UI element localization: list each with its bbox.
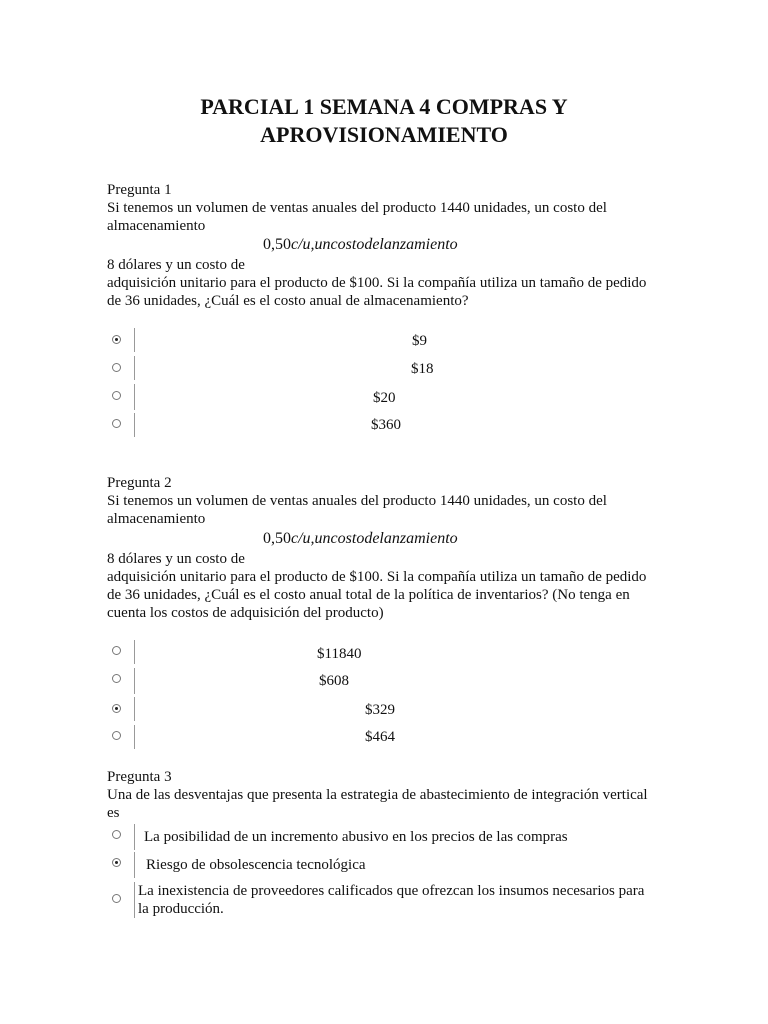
radio-button-selected[interactable]: [112, 704, 121, 713]
option-label: Riesgo de obsolescencia tecnológica: [146, 857, 366, 873]
question-text-line: 8 dólares y un costo de: [107, 551, 245, 567]
option-label: $329: [365, 702, 395, 718]
title-line-2: APROVISIONAMIENTO: [260, 122, 508, 147]
question-text-line: adquisición unitario para el producto de $100. Si la compañía utiliza un tamaño de pedido: [107, 275, 647, 291]
question-text-line: 8 dólares y un costo de: [107, 257, 245, 273]
option-divider: [134, 725, 135, 749]
radio-button[interactable]: [112, 894, 121, 903]
option-label: $464: [365, 729, 395, 745]
option-label: $11840: [317, 646, 362, 662]
question-text-line: almacenamiento: [107, 218, 206, 234]
option-label: $608: [319, 673, 349, 689]
question-label: Pregunta 3: [107, 769, 172, 785]
formula-expression: c/u,uncostodelanzamiento: [291, 530, 458, 547]
radio-button-selected[interactable]: [112, 335, 121, 344]
radio-button[interactable]: [112, 646, 121, 655]
radio-button[interactable]: [112, 731, 121, 740]
formula-number: 0,50: [263, 236, 291, 253]
title-line-1: PARCIAL 1 SEMANA 4 COMPRAS Y: [200, 94, 568, 119]
option-divider: [134, 640, 135, 664]
formula-expression: c/u,uncostodelanzamiento: [291, 236, 458, 253]
radio-button[interactable]: [112, 830, 121, 839]
option-divider: [134, 356, 135, 380]
option-label: La inexistencia de proveedores calificados que ofrezcan los insumos necesarios para: [138, 883, 645, 899]
option-divider: [134, 668, 135, 694]
question-label: Pregunta 1: [107, 182, 172, 198]
formula-number: 0,50: [263, 530, 291, 547]
radio-button[interactable]: [112, 363, 121, 372]
radio-button[interactable]: [112, 391, 121, 400]
question-text-line: de 36 unidades, ¿Cuál es el costo anual total de la política de inventarios? (No tenga en: [107, 587, 630, 603]
question-text-line: es: [107, 805, 120, 821]
question-text-line: Una de las desventajas que presenta la estrategia de abastecimiento de integración vertical: [107, 787, 648, 803]
question-text-line: Si tenemos un volumen de ventas anuales del producto 1440 unidades, un costo del: [107, 200, 607, 216]
option-divider: [134, 824, 135, 850]
question-text-line: Si tenemos un volumen de ventas anuales del producto 1440 unidades, un costo del: [107, 493, 607, 509]
question-text-line: cuenta los costos de adquisición del producto): [107, 605, 384, 621]
question-text-line: adquisición unitario para el producto de $100. Si la compañía utiliza un tamaño de pedido: [107, 569, 647, 585]
option-label: La posibilidad de un incremento abusivo en los precios de las compras: [144, 829, 568, 845]
option-label: $18: [411, 361, 434, 377]
radio-button-selected[interactable]: [112, 858, 121, 867]
option-divider: [134, 882, 135, 918]
question-text-line: almacenamiento: [107, 511, 206, 527]
option-divider: [134, 413, 135, 437]
option-divider: [134, 697, 135, 721]
option-label: la producción.: [138, 901, 224, 917]
question-label: Pregunta 2: [107, 475, 172, 491]
option-label: $9: [412, 333, 427, 349]
formula: [263, 529, 458, 549]
formula: [263, 235, 458, 255]
option-divider: [134, 384, 135, 410]
option-divider: [134, 852, 135, 878]
radio-button[interactable]: [112, 674, 121, 683]
option-label: $360: [371, 417, 401, 433]
radio-button[interactable]: [112, 419, 121, 428]
option-label: $20: [373, 390, 396, 406]
option-divider: [134, 328, 135, 352]
page-title: [0, 93, 768, 149]
question-text-line: de 36 unidades, ¿Cuál es el costo anual de almacenamiento?: [107, 293, 469, 309]
